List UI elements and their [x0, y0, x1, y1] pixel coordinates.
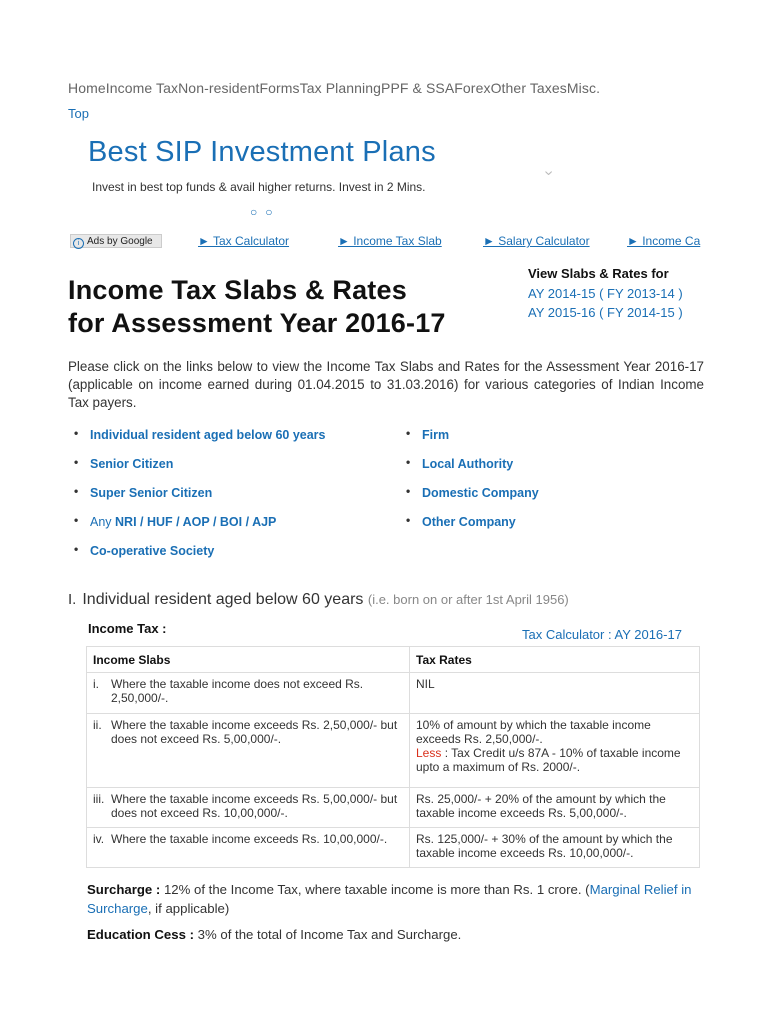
category-individual[interactable]: • Individual resident aged below 60 years — [74, 426, 326, 442]
table-row — [87, 714, 700, 788]
category-other-company[interactable]: • Other Company — [406, 513, 516, 529]
section-title-text: Individual resident aged below 60 years — [82, 591, 364, 608]
category-senior-citizen[interactable]: • Senior Citizen — [74, 455, 174, 471]
table-row — [87, 673, 700, 714]
marginal-relief-link[interactable]: Marginal Relief in Surcharge — [87, 882, 692, 916]
income-tax-label: Income Tax : — [88, 621, 167, 636]
bullet-icon: • — [74, 513, 79, 527]
ad-link-income-tax-slab[interactable]: ► Income Tax Slab — [338, 234, 442, 248]
slab-cell: ii. Where the taxable income exceeds Rs. 2,50,000/- but does not exceed Rs. 5,00,000/-. — [87, 714, 410, 788]
ads-by-google-badge[interactable] — [70, 234, 162, 248]
ad-description: Invest in best top funds & avail higher returns. Invest in 2 Mins. — [92, 180, 426, 194]
table-header-row — [87, 647, 700, 673]
header-tax-rates: Tax Rates — [410, 647, 700, 673]
ad-link-tax-calculator[interactable]: ► Tax Calculator — [198, 234, 290, 248]
category-domestic-company[interactable]: • Domestic Company — [406, 484, 539, 500]
nav-forex[interactable]: Forex — [454, 80, 491, 96]
page-title-line1: Income Tax Slabs & Rates — [68, 275, 407, 305]
table-row — [87, 788, 700, 828]
bullet-icon: • — [406, 484, 411, 498]
view-slabs-title: View Slabs & Rates for — [528, 266, 669, 281]
nav-other-taxes[interactable]: Other Taxes — [490, 80, 567, 96]
slab-cell: iii. Where the taxable income exceeds Rs. 5,00,000/- but does not exceed Rs. 10,00,000/-. — [87, 788, 410, 828]
ad-title-link[interactable]: Best SIP Investment Plans — [88, 136, 436, 168]
rate-cell: NIL — [410, 673, 700, 714]
section-title — [68, 591, 569, 609]
bullet-icon: • — [406, 513, 411, 527]
bullet-icon: • — [406, 426, 411, 440]
tax-calculator-link[interactable]: Tax Calculator : AY 2016-17 — [522, 627, 682, 642]
surcharge-paragraph: Surcharge : 12% of the Income Tax, where taxable income is more than Rs. 1 crore. (Marginal Relief in Surcharge, if applicable) — [87, 882, 692, 916]
ad-link-income-ca[interactable]: ► Income Ca — [627, 234, 701, 248]
nav-income-tax[interactable]: Income Tax — [105, 80, 179, 96]
section-note: (i.e. born on or after 1st April 1956) — [367, 592, 569, 607]
nav-forms[interactable]: Forms — [259, 80, 300, 96]
info-icon: i — [73, 238, 84, 249]
chevron-right-icon[interactable]: › — [540, 170, 558, 176]
nav-tax-planning[interactable]: Tax Planning — [299, 80, 381, 96]
ad-pager-dots[interactable]: ○○ — [250, 205, 281, 219]
slab-cell: i. Where the taxable income does not exceed Rs. 2,50,000/-. — [87, 673, 410, 714]
section-number: I. — [68, 591, 77, 608]
category-local-authority[interactable]: • Local Authority — [406, 455, 514, 471]
header-income-slabs: Income Slabs — [87, 647, 410, 673]
top-nav — [68, 80, 600, 96]
rate-cell: Rs. 25,000/- + 20% of the amount by which the taxable income exceeds Rs. 5,00,000/-. — [410, 788, 700, 828]
category-cooperative-society[interactable]: • Co-operative Society — [74, 542, 215, 558]
education-cess-paragraph: Education Cess : 3% of the total of Income Tax and Surcharge. — [87, 927, 462, 942]
slabs-table — [86, 646, 700, 868]
category-super-senior-citizen[interactable]: • Super Senior Citizen — [74, 484, 213, 500]
ay-2015-16-link[interactable]: AY 2015-16 ( FY 2014-15 ) — [528, 305, 683, 320]
category-nri-huf[interactable]: • Any NRI / HUF / AOP / BOI / AJP — [74, 513, 277, 529]
education-cess-label: Education Cess : — [87, 927, 194, 942]
ay-2014-15-link[interactable]: AY 2014-15 ( FY 2013-14 ) — [528, 286, 683, 301]
table-row — [87, 828, 700, 868]
ads-bar — [70, 234, 700, 250]
surcharge-label: Surcharge : — [87, 882, 161, 897]
page-title-line2: for Assessment Year 2016-17 — [68, 308, 446, 338]
rate-cell: 10% of amount by which the taxable income exceeds Rs. 2,50,000/-. Less : Tax Credit u/s 87A - 10% of taxable income upto a maximum of Rs. 2000/-. — [410, 714, 700, 788]
bullet-icon: • — [74, 484, 79, 498]
nav-misc[interactable]: Misc. — [566, 80, 601, 96]
bullet-icon: • — [74, 455, 79, 469]
nav-non-resident[interactable]: Non-resident — [178, 80, 260, 96]
ad-link-salary-calculator[interactable]: ► Salary Calculator — [483, 234, 590, 248]
bullet-icon: • — [74, 542, 79, 556]
nav-ppf-ssa[interactable]: PPF & SSA — [381, 80, 455, 96]
rate-cell: Rs. 125,000/- + 30% of the amount by which the taxable income exceeds Rs. 10,00,000/-. — [410, 828, 700, 868]
bullet-icon: • — [406, 455, 411, 469]
nav-home[interactable]: Home — [68, 80, 106, 96]
bullet-icon: • — [74, 426, 79, 440]
top-link[interactable]: Top — [68, 106, 89, 121]
slab-cell: iv. Where the taxable income exceeds Rs. 10,00,000/-. — [87, 828, 410, 868]
less-label: Less — [416, 746, 442, 760]
intro-paragraph: Please click on the links below to view the Income Tax Slabs and Rates for the Assessment Year 2016-17 (applicable on income earned during 01.04.2015 to 31.03.2016) for various categories of Indian Income Tax payers. — [68, 359, 704, 410]
ads-badge-label: Ads by Google — [87, 236, 153, 247]
page-title — [68, 274, 446, 340]
category-firm[interactable]: • Firm — [406, 426, 450, 442]
